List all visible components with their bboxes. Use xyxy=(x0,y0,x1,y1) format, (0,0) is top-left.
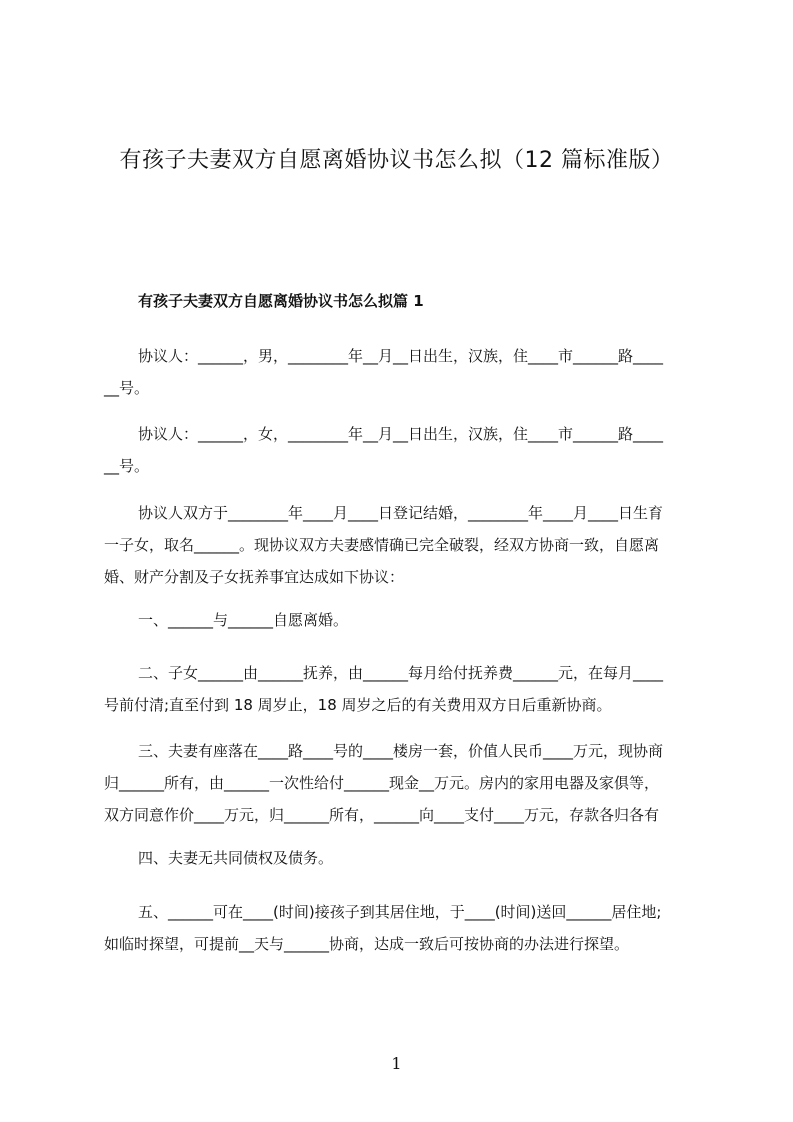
clause-5 xyxy=(104,896,704,960)
clause-3 xyxy=(104,735,704,831)
paragraph-party-male xyxy=(104,340,704,404)
paragraph-party-female xyxy=(104,418,704,482)
paragraph-line: 婚、财产分割及子女抚养事宜达成如下协议： xyxy=(104,568,405,586)
section-title: 有孩子夫妻双方自愿离婚协议书怎么拟篇 1 xyxy=(138,292,424,310)
paragraph-line: 一、______与______自愿离婚。 xyxy=(138,611,349,629)
paragraph-line: 归______所有，由______一次性给付______现金__万元。房内的家用电器及家俱等， xyxy=(104,774,660,792)
document-title: 有孩子夫妻双方自愿离婚协议书怎么拟（12 篇标准版） xyxy=(119,148,674,173)
paragraph-line: 协议人双方于________年____月____日登记结婚，________年____月____日生育 xyxy=(138,504,664,522)
paragraph-line: 三、夫妻有座落在____路____号的____楼房一套，价值人民币____万元，现协商 xyxy=(138,742,664,760)
paragraph-line: 二、子女______由______抚养，由______每月给付抚养费______元，在每月____ xyxy=(138,664,664,682)
clause-2 xyxy=(104,657,704,721)
paragraph-marriage-info xyxy=(104,497,704,593)
paragraph-line: 号前付清;直至付到 18 周岁止，18 周岁之后的有关费用双方日后重新协商。 xyxy=(104,696,612,714)
paragraph-line: __号。 xyxy=(104,379,150,397)
clause-1 xyxy=(104,604,704,636)
page-number: 1 xyxy=(391,1054,402,1073)
paragraph-line: 双方同意作价____万元，归______所有，______向____支付____万元，存款各归各有 xyxy=(104,806,660,824)
paragraph-line: __号。 xyxy=(104,457,150,475)
paragraph-line: 如临时探望，可提前__天与______协商，达成一致后可按协商的办法进行探望。 xyxy=(104,935,630,953)
paragraph-line: 四、夫妻无共同债权及债务。 xyxy=(138,849,334,867)
paragraph-line: 协议人：______，女，________年__月__日出生，汉族，住____市______路____ xyxy=(138,425,664,443)
paragraph-line: 协议人：______，男，________年__月__日出生，汉族，住____市______路____ xyxy=(138,347,664,365)
paragraph-line: 一子女，取名______。现协议双方夫妻感情确已完全破裂，经双方协商一致，自愿离 xyxy=(104,536,660,554)
paragraph-line: 五、______可在____(时间)接孩子到其居住地，于____(时间)送回______居住地; xyxy=(138,903,662,921)
clause-4 xyxy=(104,842,704,874)
